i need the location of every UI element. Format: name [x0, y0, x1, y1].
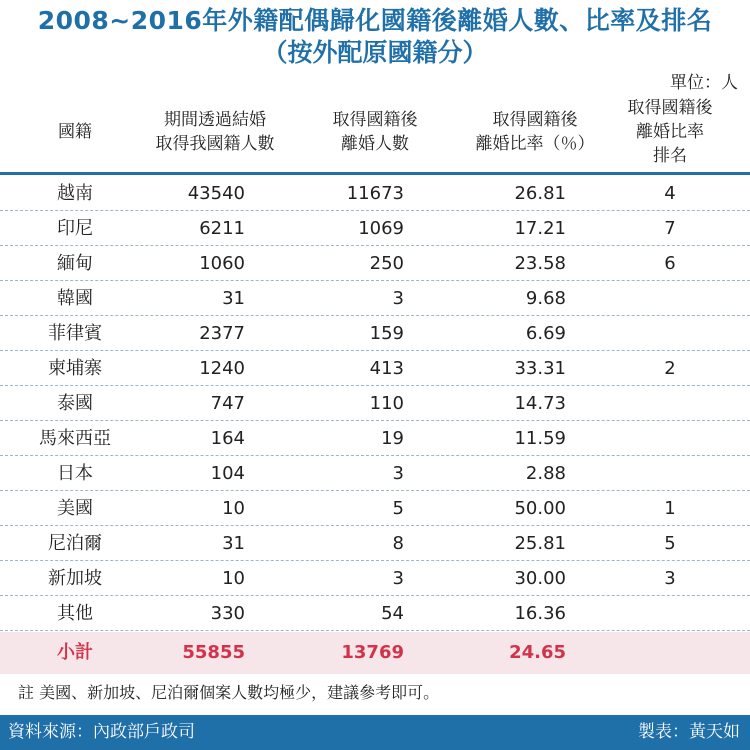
header-count: 期間透過結婚 取得我國籍人數	[155, 110, 275, 154]
table-row	[0, 386, 750, 421]
cell-divorced: 8	[392, 533, 404, 554]
cell-rank: 4	[664, 183, 676, 204]
subtotal-row	[0, 632, 750, 674]
cell-count: 6211	[199, 218, 245, 239]
cell-rate: 50.00	[514, 498, 566, 519]
cell-divorced: 5	[392, 498, 404, 519]
table-row	[0, 596, 750, 631]
maker-text: 製表：黃天如	[638, 722, 740, 742]
table-row	[0, 176, 750, 211]
cell-country: 泰國	[57, 393, 93, 414]
cell-divorced: 11673	[346, 183, 404, 204]
cell-country: 其他	[57, 603, 93, 624]
header-divider	[0, 172, 750, 175]
cell-rank	[620, 596, 720, 631]
title-block	[0, 0, 750, 68]
page-subtitle: （按外配原國籍分）	[262, 38, 488, 67]
cell-count: 31	[222, 288, 245, 309]
header-rate: 取得國籍後 離婚比率（％）	[475, 110, 595, 154]
footer-bar	[0, 715, 750, 750]
cell-count: 43540	[187, 183, 245, 204]
cell-rate: 2.88	[525, 463, 566, 484]
subtotal-rate: 24.65	[509, 642, 566, 663]
cell-divorced: 3	[392, 288, 404, 309]
table-row	[0, 491, 750, 526]
cell-rank	[620, 421, 720, 456]
table-body	[0, 176, 750, 631]
cell-country: 尼泊爾	[48, 533, 102, 554]
cell-divorced: 1069	[358, 218, 404, 239]
table-row	[0, 526, 750, 561]
cell-divorced: 159	[369, 323, 404, 344]
cell-country: 馬來西亞	[39, 428, 111, 449]
cell-country: 日本	[57, 463, 93, 484]
cell-rank	[620, 281, 720, 316]
cell-rate: 14.73	[514, 393, 566, 414]
cell-rate: 25.81	[514, 533, 566, 554]
cell-country: 菲律賓	[48, 323, 102, 344]
cell-rank: 6	[664, 253, 676, 274]
header-divorced: 取得國籍後 離婚人數	[332, 110, 418, 154]
subtotal-divorced: 13769	[341, 642, 404, 663]
table-row	[0, 281, 750, 316]
table-row	[0, 316, 750, 351]
cell-divorced: 250	[369, 253, 404, 274]
table-row	[0, 421, 750, 456]
cell-rank	[620, 386, 720, 421]
cell-rate: 17.21	[514, 218, 566, 239]
cell-count: 164	[210, 428, 245, 449]
cell-country: 印尼	[57, 218, 93, 239]
source-text: 資料來源：內政部戶政司	[8, 722, 195, 742]
unit-label: 單位：人	[670, 73, 738, 93]
cell-rate: 9.68	[525, 288, 566, 309]
table-header	[0, 92, 750, 172]
header-country: 國籍	[58, 122, 92, 142]
cell-rank: 5	[664, 533, 676, 554]
cell-divorced: 54	[381, 603, 404, 624]
cell-divorced: 413	[369, 358, 404, 379]
subtotal-label: 小計	[57, 642, 93, 663]
cell-count: 1060	[199, 253, 245, 274]
footnote: 註 美國、新加坡、尼泊爾個案人數均極少，建議參考即可。	[18, 683, 440, 702]
cell-rate: 11.59	[514, 428, 566, 449]
cell-rank	[620, 316, 720, 351]
cell-rank: 2	[664, 358, 676, 379]
cell-rate: 30.00	[514, 568, 566, 589]
cell-divorced: 110	[369, 393, 404, 414]
page-title: 2008~2016年外籍配偶歸化國籍後離婚人數、比率及排名	[37, 6, 713, 35]
cell-divorced: 19	[381, 428, 404, 449]
header-rank: 取得國籍後 離婚比率 排名	[627, 98, 713, 166]
table-row	[0, 456, 750, 491]
cell-rank	[620, 456, 720, 491]
cell-rank: 3	[664, 568, 676, 589]
subtotal-count: 55855	[182, 642, 245, 663]
cell-country: 美國	[57, 498, 93, 519]
cell-rate: 6.69	[525, 323, 566, 344]
cell-country: 越南	[57, 183, 93, 204]
table-row	[0, 211, 750, 246]
cell-country: 緬甸	[57, 253, 93, 274]
cell-count: 10	[222, 568, 245, 589]
table-row	[0, 246, 750, 281]
cell-rate: 33.31	[514, 358, 566, 379]
cell-count: 31	[222, 533, 245, 554]
cell-rank: 7	[664, 218, 676, 239]
cell-count: 104	[210, 463, 245, 484]
cell-count: 1240	[199, 358, 245, 379]
cell-rank: 1	[664, 498, 676, 519]
cell-count: 330	[210, 603, 245, 624]
cell-count: 747	[210, 393, 245, 414]
cell-rate: 16.36	[514, 603, 566, 624]
cell-divorced: 3	[392, 463, 404, 484]
cell-country: 韓國	[57, 288, 93, 309]
cell-country: 柬埔寨	[48, 358, 102, 379]
cell-count: 10	[222, 498, 245, 519]
cell-count: 2377	[199, 323, 245, 344]
cell-country: 新加坡	[48, 568, 102, 589]
cell-rate: 26.81	[514, 183, 566, 204]
table-row	[0, 351, 750, 386]
cell-rate: 23.58	[514, 253, 566, 274]
table-row	[0, 561, 750, 596]
cell-divorced: 3	[392, 568, 404, 589]
